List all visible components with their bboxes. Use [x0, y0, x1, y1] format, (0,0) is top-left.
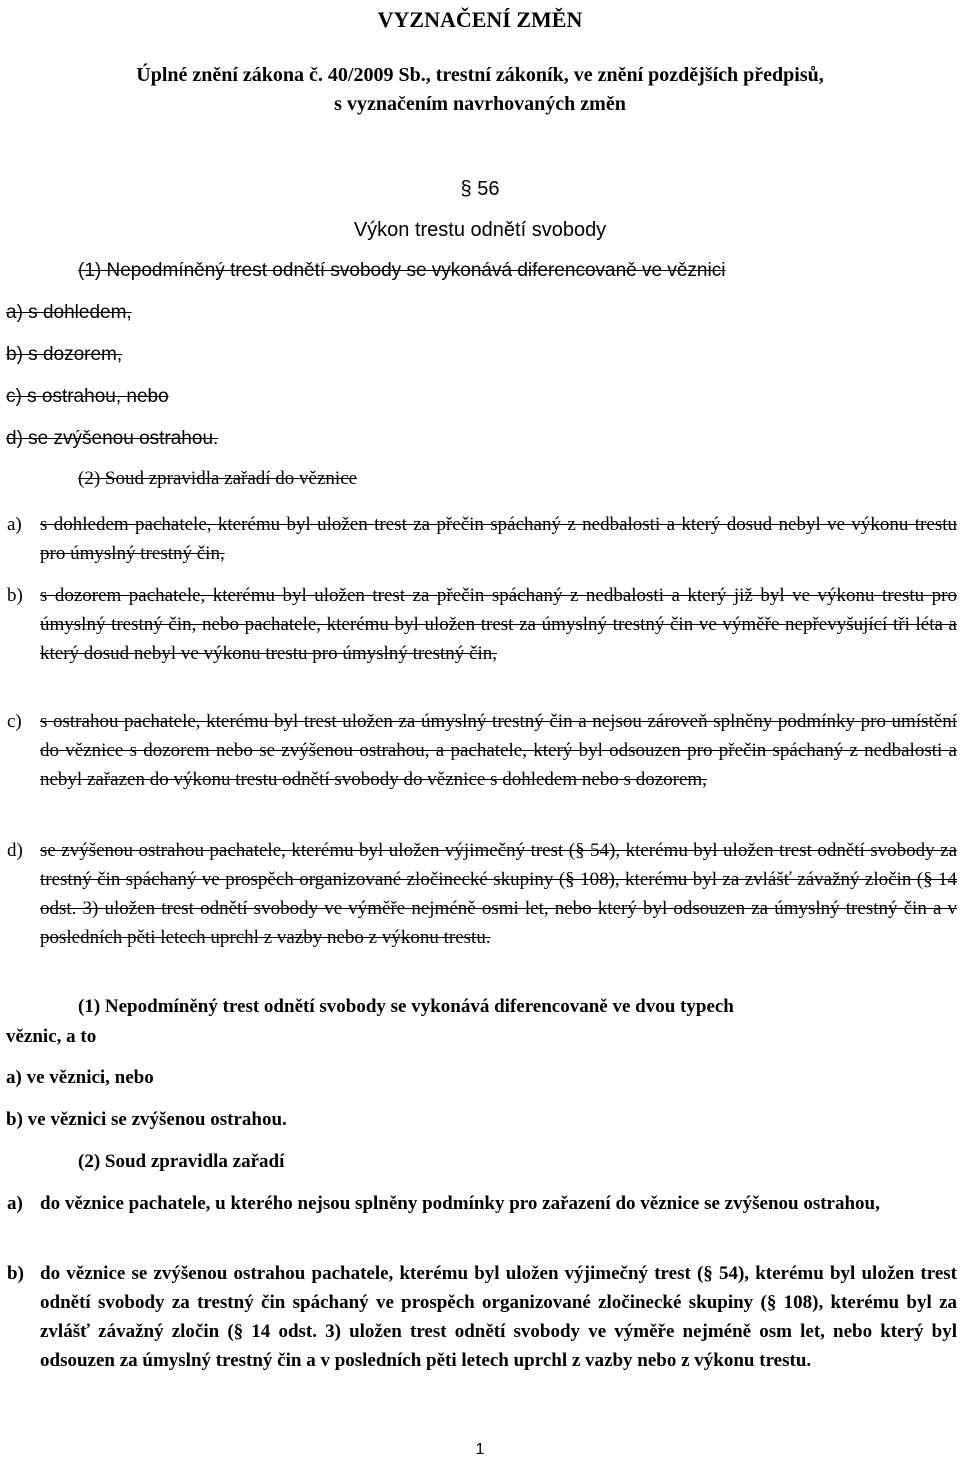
old-p2-item-a: [7, 510, 957, 568]
old-p1-item-a: a) s dohledem,: [6, 302, 132, 323]
old-p2-item-a-text: s dohledem pachatele, kterému byl uložen trest za přečin spáchaný z nedbalosti a který dosud nebyl ve výkonu trestu pro úmyslný trestný čin,: [40, 514, 957, 564]
new-paragraph-2-intro: (2) Soud zpravidla zařadí: [78, 1151, 285, 1172]
old-p2-item-a-label: a): [7, 514, 22, 535]
new-p1-item-a: a) ve věznici, nebo: [6, 1067, 154, 1088]
old-p2-item-d-label: d): [7, 840, 23, 861]
old-paragraph-2-intro: (2) Soud zpravidla zařadí do věznice: [78, 468, 358, 489]
old-p1-item-d: d) se zvýšenou ostrahou.: [6, 428, 219, 449]
old-p2-item-c-text: s ostrahou pachatele, kterému byl trest uložen za úmyslný trestný čin a nejsou zároveň splněny podmínky pro umístění do věznice s dozorem nebo se zvýšenou ostrahou, a pachatele, který byl odsouzen pro přečin spáchaný z nedbalosti a nebyl zařazen do výkonu trestu odnětí svobody do věznice s dohledem nebo s dozorem,: [40, 711, 957, 790]
old-p2-item-d-text: se zvýšenou ostrahou pachatele, kterému byl uložen výjimečný trest (§ 54), kterému byl uložen trest odnětí svobody za trestný čin spáchaný ve prospěch organizované zločinecké skupiny (§ 108), kterému byl za zvlášť závažný zločin (§ 14 odst. 3) uložen trest odnětí svobody ve výměře nejméně osmi let, nebo který byl odsouzen za úmyslný trestný čin a v posledních pěti letech uprchl z vazby nebo z výkonu trestu.: [40, 840, 957, 948]
old-p2-item-b: [7, 581, 957, 668]
subtitle-line-2: s vyznačením navrhovaných změn: [334, 93, 626, 115]
new-p2-item-a-label: a): [7, 1193, 23, 1214]
section-heading: Výkon trestu odnětí svobody: [353, 219, 607, 241]
old-p1-item-c: c) s ostrahou, nebo: [6, 386, 169, 407]
old-p2-item-c-label: c): [7, 711, 22, 732]
new-paragraph-1-line-2: věznic, a to: [6, 1026, 97, 1047]
document-title: VYZNAČENÍ ZMĚN: [377, 7, 583, 32]
section-number: § 56: [460, 178, 500, 200]
old-p1-item-b: b) s dozorem,: [6, 344, 123, 365]
new-paragraph-1-line-1: (1) Nepodmíněný trest odnětí svobody se vykonává diferencovaně ve dvou typech: [78, 996, 734, 1017]
subtitle-line-1: Úplné znění zákona č. 40/2009 Sb., trestní zákoník, ve znění pozdějších předpisů,: [136, 64, 824, 86]
old-p2-item-b-label: b): [7, 585, 23, 606]
old-p2-item-c: [7, 707, 957, 794]
old-paragraph-1-intro: (1) Nepodmíněný trest odnětí svobody se vykonává diferencovaně ve věznici: [78, 260, 726, 281]
new-p2-item-a: [7, 1189, 957, 1218]
page-number: 1: [475, 1441, 485, 1458]
new-p2-item-b-label: b): [7, 1263, 24, 1284]
new-p2-item-b-text: do věznice se zvýšenou ostrahou pachatele, kterému byl uložen výjimečný trest (§ 54), kterému byl uložen trest odnětí svobody za trestný čin spáchaný ve prospěch organizované zločinecké skupiny (§ 108), kterému byl za zvlášť závažný zločin (§ 14 odst. 3) uložen trest odnětí svobody ve výměře nejméně osm let, nebo který byl odsouzen za úmyslný trestný čin a v posledních pěti letech uprchl z vazby nebo z výkonu trestu.: [40, 1263, 957, 1371]
new-p2-item-a-text: do věznice pachatele, u kterého nejsou splněny podmínky pro zařazení do věznice se zvýšenou ostrahou,: [40, 1193, 880, 1214]
document-subtitle: [0, 61, 960, 119]
new-p2-item-b: [7, 1259, 957, 1375]
old-p2-item-b-text: s dozorem pachatele, kterému byl uložen trest za přečin spáchaný z nedbalosti a který již byl ve výkonu trestu pro úmyslný trestný čin, nebo pachatele, kterému byl uložen trest za úmyslný trestný čin ve výměře nepřevyšující tři léta a který dosud nebyl ve výkonu trestu pro úmyslný trestný čin,: [40, 585, 957, 664]
new-p1-item-b: b) ve věznici se zvýšenou ostrahou.: [6, 1109, 287, 1130]
old-p2-item-d: [7, 836, 957, 952]
